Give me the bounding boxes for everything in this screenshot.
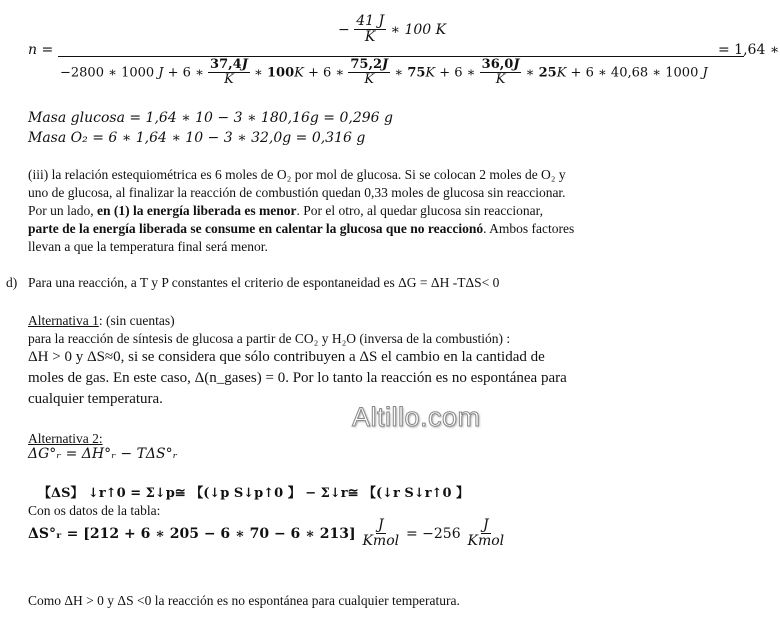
n-rhs: = 1,64 ∗	[718, 42, 780, 58]
alt2-eq-1: ΔG°ᵣ = ΔH°ᵣ − TΔS°ᵣ	[28, 446, 178, 462]
alt2-eq-3	[28, 518, 506, 550]
alt2-eq-3-frac-1	[360, 518, 401, 550]
frac-2-num: J	[482, 517, 489, 533]
iii-line-2: uno de glucosa, al finalizar la reacción de combustión quedan 0,33 moles de glucosa sin reaccionar.	[28, 185, 566, 200]
masa-glucosa: Masa glucosa = 1,64 ∗ 10 − 3 ∗ 180,16g = 0,296 g	[28, 110, 393, 126]
frac-1-num: J	[377, 517, 384, 533]
iii-line-5: llevan a que la temperatura final será menor.	[28, 239, 268, 254]
n-fraction-bar	[58, 56, 744, 57]
masa-o2: Masa O₂ = 6 ∗ 1,64 ∗ 10 − 3 ∗ 32,0g = 0,316 g	[28, 130, 366, 146]
iii-line-3a: Por un lado,	[28, 203, 97, 218]
watermark-logo: Altillo.com	[352, 402, 481, 432]
alt1-title	[28, 312, 175, 330]
alt1-line-3: moles de gas. En este caso, Δ(n_gases) = 0. Por lo tanto la reacción es no espontánea para	[28, 370, 567, 386]
frac-2-den: Kmol	[467, 533, 505, 550]
n-numerator: − $\frac{41 J}{K}$ ∗ 100 K	[338, 13, 447, 46]
alt2-con-datos: Con os datos de la tabla:	[28, 503, 161, 518]
alt1-title-label: Alternativa 1	[28, 313, 99, 328]
alt2-eq-3-lhs: ΔS°ᵣ = [212 + 6 ∗ 205 − 6 ∗ 70 − 6 ∗ 213]	[28, 525, 356, 542]
d-label: d)	[6, 275, 18, 290]
n-denominator: −2800 ∗ 1000 J + 6 ∗ $\frac{37,4J}{K}$ ∗ 100K + 6 ∗ $\frac{75,2J}{K}$ ∗ 75K + 6 ∗ $\frac{36,0J}{K}$ ∗ 25K + 6 ∗ 40,68 ∗ 1000 J	[60, 57, 708, 88]
alt2-eq-3-frac-2	[465, 518, 506, 550]
iii-line-3c: . Por el otro, al quedar glucosa sin reaccionar,	[296, 203, 543, 218]
alt2-eq-3-mid: = −256	[405, 525, 461, 542]
frac-1-den: Kmol	[362, 533, 400, 550]
alt2-eq-2: 【ΔS】 ↓r↑0 = Σ↓p≅ 【(↓p S↓p↑0 】 − Σ↓r≅ 【(↓r S↓r↑0 】	[38, 486, 470, 501]
iii-line-4b: . Ambos factores	[483, 221, 575, 236]
alt1-line-1: para la reacción de síntesis de glucosa a partir de CO₂ y H₂O (inversa de la combustión) :	[28, 331, 511, 346]
alt1-line-2: ΔH > 0 y ΔS≈0, si se considera que sólo contribuyen a ΔS el cambio en la cantidad de	[28, 349, 545, 365]
equation-n	[28, 14, 780, 94]
iii-line-4a: parte de la energía liberada se consume en calentar la glucosa que no reaccionó	[28, 221, 484, 236]
iii-line-1: (iii) la relación estequiométrica es 6 moles de O₂ por mol de glucosa. Si se colocan 2 moles de O₂ y	[28, 167, 566, 182]
alt2-title-label: Alternativa 2:	[28, 431, 103, 446]
alt1-line-4: cualquier temperatura.	[28, 391, 163, 407]
d-text: Para una reacción, a T y P constantes el criterio de espontaneidad es ΔG = ΔH -TΔS< 0	[28, 275, 500, 290]
alt1-title-suffix: : (sin cuentas)	[98, 313, 175, 328]
iii-line-3	[28, 202, 543, 220]
iii-line-4	[28, 220, 574, 238]
iii-line-3b: en (1) la energía liberada es menor	[97, 203, 297, 218]
n-lhs: n =	[28, 42, 54, 58]
conclusion-text: Como ΔH > 0 y ΔS <0 la reacción es no espontánea para cualquier temperatura.	[28, 593, 460, 608]
